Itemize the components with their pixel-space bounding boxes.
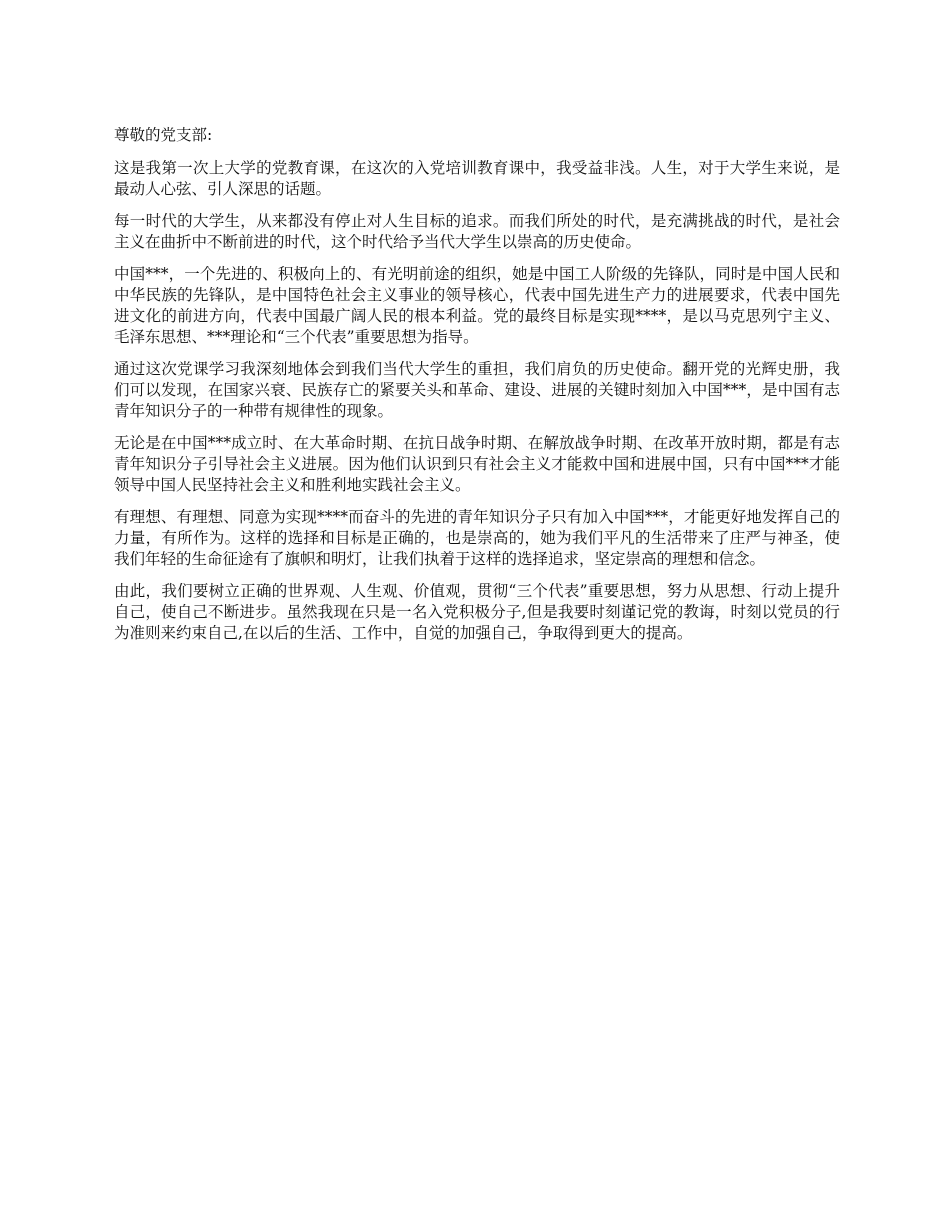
- paragraph-5: 无论是在中国***成立时、在大革命时期、在抗日战争时期、在解放战争时期、在改革开放时期，都是有志青年知识分子引导社会主义进展。因为他们认识到只有社会主义才能救中国和进展中国，只有中国***才能领导中国人民坚持社会主义和胜利地实践社会主义。: [114, 434, 840, 494]
- paragraph-7: 由此，我们要树立正确的世界观、人生观、价值观，贯彻“三个代表”重要思想，努力从思想、行动上提升自己，使自己不断进步。虽然我现在只是一名入党积极分子,但是我要时刻谨记党的教诲，时刻以党员的行为准则来约束自己,在以后的生活、工作中，自觉的加强自己，争取得到更大的提高。: [114, 582, 840, 642]
- salutation: 尊敬的党支部:: [114, 126, 213, 144]
- paragraph-1: 这是我第一次上大学的党教育课，在这次的入党培训教育课中，我受益非浅。人生，对于大学生来说，是最动人心弦、引人深思的话题。: [114, 159, 840, 198]
- paragraph-4: 通过这次党课学习我深刻地体会到我们当代大学生的重担，我们肩负的历史使命。翻开党的光辉史册，我们可以发现，在国家兴衰、民族存亡的紧要关头和革命、建设、进展的关键时刻加入中国***，是中国有志青年知识分子的一种带有规律性的现象。: [114, 360, 840, 420]
- paragraph-3: 中国***，一个先进的、积极向上的、有光明前途的组织，她是中国工人阶级的先锋队，同时是中国人民和中华民族的先锋队，是中国特色社会主义事业的领导核心，代表中国先进生产力的进展要求，代表中国先进文化的前进方向，代表中国最广阔人民的根本利益。党的最终目标是实现****，是以马克思列宁主义、毛泽东思想、***理论和“三个代表”重要思想为指导。: [114, 265, 840, 346]
- paragraph-6: 有理想、有理想、同意为实现****而奋斗的先进的青年知识分子只有加入中国***，才能更好地发挥自己的力量，有所作为。这样的选择和目标是正确的，也是崇高的，她为我们平凡的生活带来了庄严与神圣，使我们年轻的生命征途有了旗帜和明灯，让我们执着于这样的选择追求，坚定崇高的理想和信念。: [114, 508, 840, 568]
- paragraph-2: 每一时代的大学生，从来都没有停止对人生目标的追求。而我们所处的时代，是充满挑战的时代，是社会主义在曲折中不断前进的时代，这个时代给予当代大学生以崇高的历史使命。: [114, 212, 840, 251]
- document-body: [114, 125, 840, 655]
